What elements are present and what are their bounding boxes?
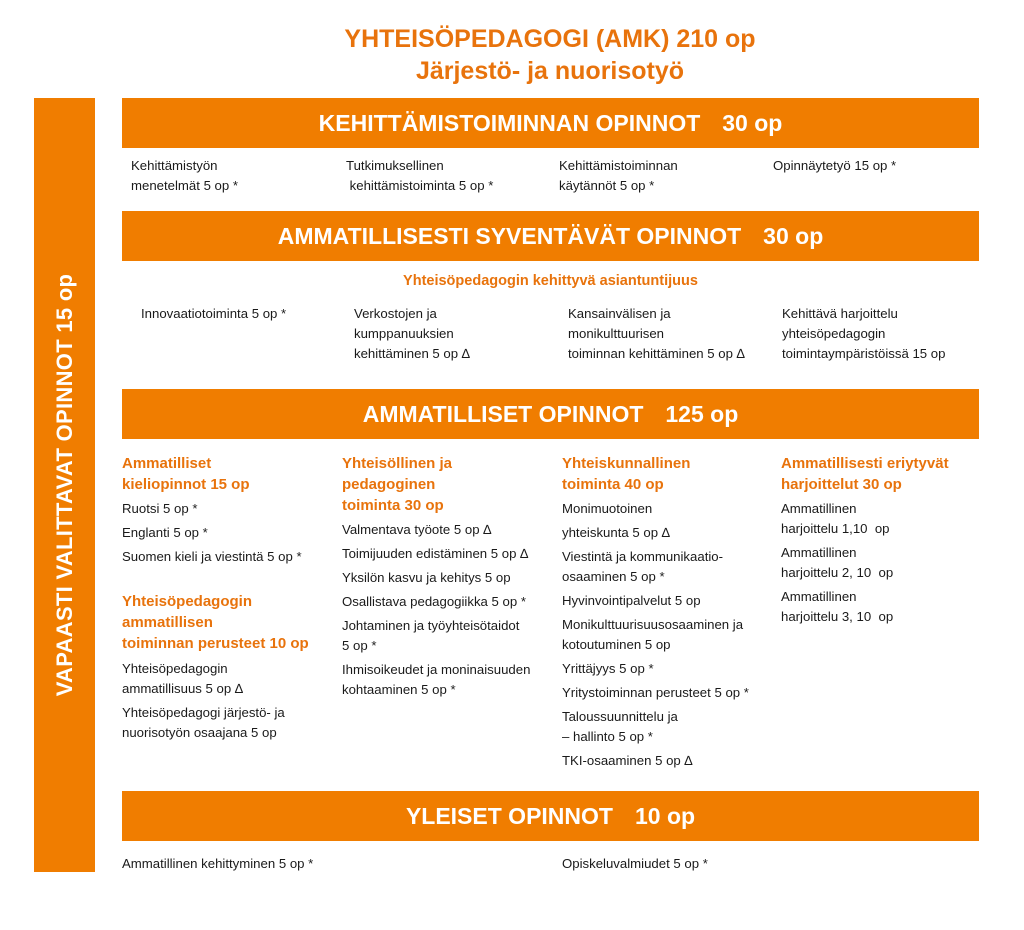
course-item: Verkostojen ja kumppanuuksien kehittäminen 5 op ∆ [354,306,470,361]
course-item: Ammatillinen kehittyminen 5 op * [122,856,314,871]
course-item: Opinnäytetyö 15 op * [773,158,897,173]
course-list: Ruotsi 5 op * Englanti 5 op * Suomen kieli ja viestintä 5 op * [122,501,302,564]
course-item: Innovaatiotoiminta 5 op * [141,306,287,321]
course-list: Yhteisöpedagogin ammatillisuus 5 op ∆ Yhteisöpedagogi järjestö- ja nuorisotyön osaajana 5 op [122,661,285,740]
section-credits: 30 op [763,222,824,249]
page-subtitle: Järjestö- ja nuorisotyö [415,57,685,85]
course-list: Ammatillinen harjoittelu 1,10 op Ammatillinen harjoittelu 2, 10 op Ammatillinen harjoittelu 3, 10 op [781,501,894,624]
group-heading: Ammatillisesti eriytyvät harjoittelut 30 op [781,455,949,493]
section-credits: 125 op [665,400,739,427]
elective-studies-bar [34,98,95,872]
course-item: Opiskeluvalmiudet 5 op * [562,856,708,871]
page-title: YHTEISÖPEDAGOGI (AMK) 210 op [344,25,756,53]
section-header-professional [122,389,979,439]
section-title: KEHITTÄMISTOIMINNAN OPINNOT [318,109,701,136]
section-header-general [122,791,979,841]
course-list: Monimuotoinen yhteiskunta 5 op ∆ Viestintä ja kommunikaatio- osaaminen 5 op * Hyvinvointipalvelut 5 op Monikulttuurisuusosaaminen ja kotoutuminen 5 op Yrittäjyys 5 op * Yritystoiminnan perusteet 5 op * Taloussuunnittelu ja – hallinto 5 op * TKI-osaaminen 5 op ∆ [562,501,749,768]
section-title: YLEISET OPINNOT [405,802,613,829]
course-item: Kehittävä harjoittelu yhteisöpedagogin toimintaympäristöissä 15 op [782,306,946,361]
section-credits: 10 op [634,802,696,829]
group-heading: Yhteiskunnallinen toiminta 40 op [562,455,691,493]
section-subheading: Yhteisöpedagogin kehittyvä asiantuntijuus [403,273,698,289]
course-item: Tutkimuksellinen kehittämistoiminta 5 op * [346,158,494,193]
course-list: Valmentava työote 5 op ∆ Toimijuuden edistäminen 5 op ∆ Yksilön kasvu ja kehitys 5 op Osallistava pedagogiikka 5 op * Johtaminen ja työyhteisötaidot 5 op * Ihmisoikeudet ja moninaisuuden kohtaaminen 5 op * [342,522,531,697]
section-header-development [122,98,979,148]
section-title: AMMATILLISET OPINNOT [362,400,644,427]
elective-studies-label: VAPAASTI VALITTAVAT OPINNOT 15 op [51,273,77,697]
course-item: Kehittämistoiminnan käytännöt 5 op * [559,158,678,193]
section-credits: 30 op [722,109,783,136]
group-heading: Yhteisöpedagogin ammatillisen toiminnan perusteet 10 op [122,593,309,652]
group-heading: Yhteisöllinen ja pedagoginen toiminta 30 op [342,455,453,514]
section-header-specializing [122,211,979,261]
course-item: Kansainvälisen ja monikulttuurisen toiminnan kehittäminen 5 op ∆ [568,306,745,361]
section-title: AMMATILLISESTI SYVENTÄVÄT OPINNOT [277,222,742,249]
group-heading: Ammatilliset kieliopinnot 15 op [122,455,250,493]
course-item: Kehittämistyön menetelmät 5 op * [131,158,239,193]
